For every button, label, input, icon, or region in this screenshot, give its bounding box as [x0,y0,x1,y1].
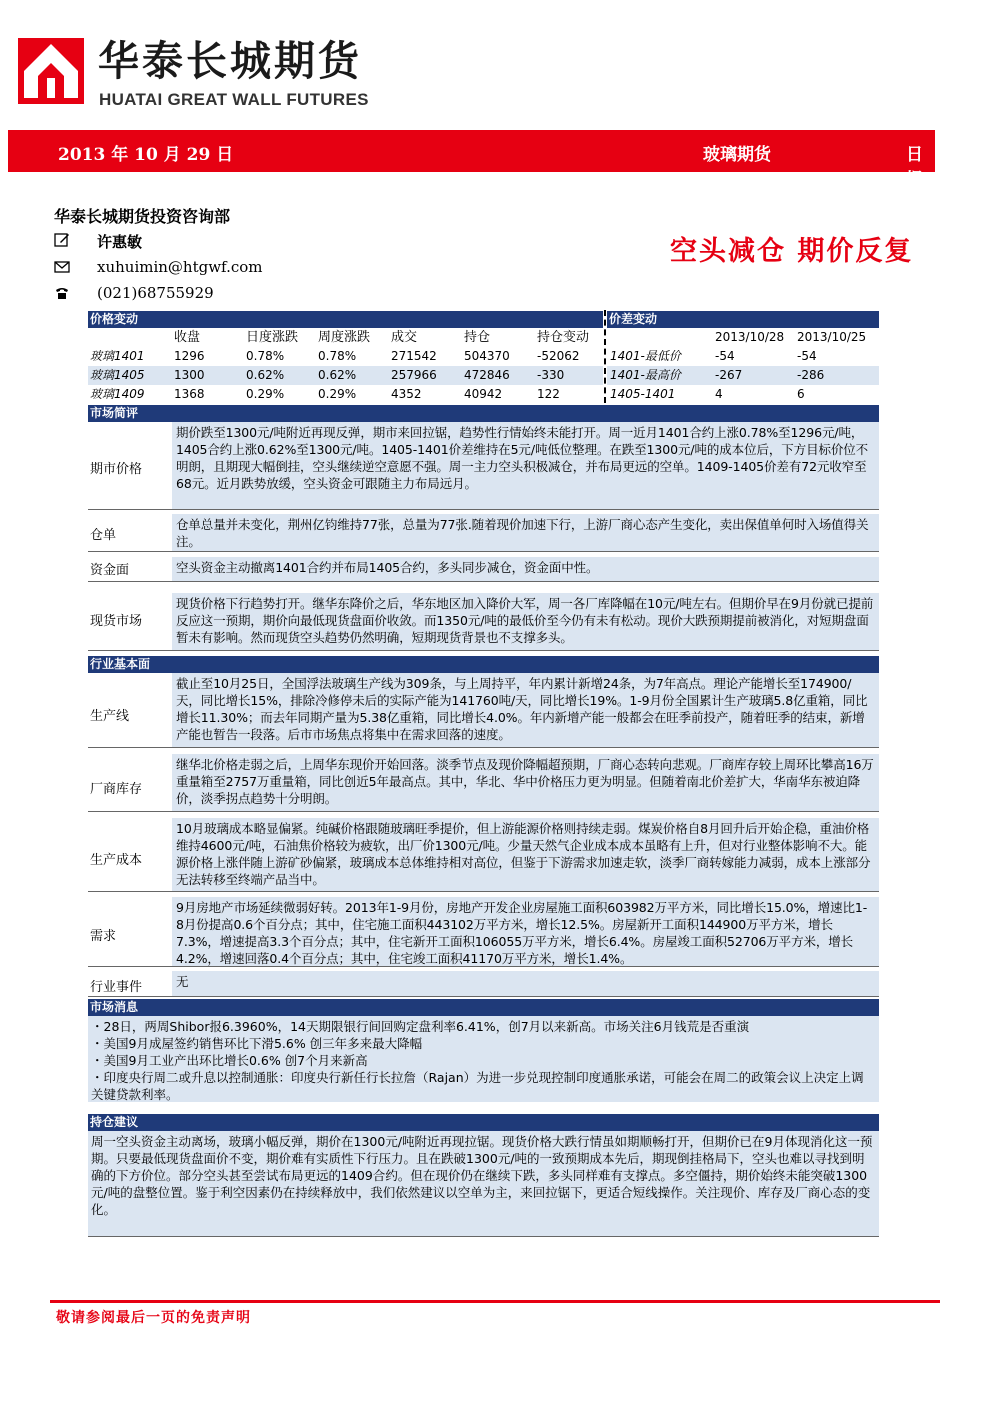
category-label: 厂商库存 [90,782,143,797]
block-industry-events [88,971,879,997]
section-news: 市场消息 [88,999,879,1016]
col-header: 持仓 [464,330,491,345]
table-row [607,366,879,385]
mail-icon [54,259,70,275]
report-type: 日报 [906,145,923,190]
cell: 271542 [391,349,437,363]
phone-icon [54,285,70,301]
row-label: 1401-最低价 [610,349,681,363]
cell: -54 [797,349,817,363]
col-header: 日度涨跌 [246,330,299,345]
report-banner [8,130,935,190]
analyst-name: 许惠敏 [97,233,143,251]
department: 华泰长城期货投资咨询部 [54,207,231,226]
category-label: 生产线 [90,709,130,724]
section-spread-change: 价差变动 [607,311,879,328]
table-row [88,366,603,385]
block-inventory [88,754,879,812]
col-header: 2013/10/28 [715,330,785,344]
cell: -267 [715,368,743,382]
block-text: 10月玻璃成本略显偏紧。纯碱价格跟随玻璃旺季提价，但上游能源价格则持续走弱。煤炭价格自8月回升后开始企稳，重油价格维持4600元/吨，石油焦价格较为疲软，出厂价1300元/吨。少量天然气企业成本成本虽略有上升，但对行业整体影响不大。能源价格上涨伴随上游矿砂偏紧，玻璃成本总体维持相对高位，但鉴于下游需求加速走软，淡季厂商转嫁能力减弱，成本上涨部分无法转移至终端产品当中。 [172,818,879,891]
table-divider [604,310,606,403]
company-logo-icon [18,38,84,104]
block-text: 9月房地产市场延续微弱好转。2013年1-9月份，房地产开发企业房屋施工面积603982万平方米，同比增长15.0%，增速比1-8月份提高0.6个百分点；其中，住宅施工面积443102万平方米，增长12.5%。房屋新开工面积144900万平方米，增长7.3%，增速提高3.3个百分点；其中，住宅新开工面积106055万平方米，增长6.4%。房屋竣工面积52706万平方米，增长4.2%，增速回落0.4个百分点；其中，住宅竣工面积41170万平方米，增长1.4%。 [172,897,879,966]
cell: 0.29% [318,387,357,401]
block-funds [88,557,879,582]
cell: 0.78% [318,349,357,363]
disclaimer-note[interactable]: 敬请参阅最后一页的免责声明 [56,1310,251,1326]
list-item: ・印度央行周二或升息以控制通胀：印度央行新任行长拉詹（Rajan）为进一步兑现控制印度通胀承诺，可能会在周二的政策会议上决定上调关键贷款利率。 [91,1070,864,1102]
cell: 40942 [464,387,503,401]
table-row [88,385,603,404]
block-production-cost [88,818,879,892]
col-header: 2013/10/25 [797,330,867,344]
row-label: 1401-最高价 [610,368,681,382]
section-advice: 持仓建议 [88,1114,879,1131]
section-price-change: 价格变动 [88,311,603,328]
report-date: 2013 年 10 月 29 日 [58,145,234,165]
category-label: 现货市场 [90,614,143,629]
block-text: 无 [172,971,879,996]
category-label: 生产成本 [90,853,143,868]
table-row [607,385,879,404]
footer-divider [50,1300,940,1303]
col-header: 收盘 [174,330,201,345]
cell: 0.62% [246,368,285,382]
brand-name-en: HUATAI GREAT WALL FUTURES [99,90,369,109]
list-item: ・美国9月成屋签约销售环比下滑5.6% 创三年多来最大降幅 [91,1036,423,1051]
analyst-phone: (021)68755929 [97,284,214,302]
spread-table [607,328,879,404]
spread-table-header [607,328,879,347]
col-header: 持仓变动 [537,330,590,345]
block-text: 期价跌至1300元/吨附近再现反弹，期市来回拉锯，趋势性行情始终未能打开。周一近月1401合约上涨0.78%至1296元/吨，1405合约上涨0.62%至1300元/吨。1405-1401价差维持在5元/吨低位整理。在跌至1300元/吨的成本位后，下方目标价位不明朗，且期现大幅倒挂，空头继续逆空意愿不强。周一主力空头积极减仓，并布局更远的空单。1409-1405价差有72元收窄至68元。近月跌势放缓，空头资金可跟随主力布局远月。 [172,422,879,509]
row-label: 玻璃1405 [90,368,145,382]
cell: -330 [537,368,565,382]
category-label: 需求 [90,929,117,944]
cell: 1296 [174,349,205,363]
category-label: 期市价格 [90,462,143,477]
row-label: 玻璃1409 [90,387,145,401]
cell: 1300 [174,368,205,382]
section-market: 市场简评 [88,405,879,422]
block-futures-price [88,422,879,510]
cell: 0.29% [246,387,285,401]
cell: 504370 [464,349,510,363]
list-item: ・28日，两周Shibor报6.3960%，14天期限银行间回购定盘利率6.41%，创7月以来新高。市场关注6月钱荒是否重演 [91,1019,750,1034]
cell: 472846 [464,368,510,382]
cell: -286 [797,368,825,382]
table-row [88,347,603,366]
col-header: 成交 [391,330,418,345]
report-product: 玻璃期货 [703,145,771,165]
edit-icon [54,232,70,248]
block-spot-market [88,593,879,651]
brand-name-cn: 华泰长城期货 [98,37,362,85]
analyst-email[interactable]: xuhuimin@htgwf.com [97,258,263,276]
price-table-header [88,328,603,347]
block-production-lines [88,673,879,748]
cell: 0.62% [318,368,357,382]
row-label: 玻璃1401 [90,349,145,363]
category-label: 资金面 [90,563,130,578]
col-header: 周度涨跌 [318,330,371,345]
news-list [88,1016,879,1102]
category-label: 行业事件 [90,980,143,995]
cell: -54 [715,349,735,363]
price-table [88,328,603,404]
block-demand [88,897,879,967]
cell: 4 [715,387,723,401]
block-text: 空头资金主动撤离1401合约并布局1405合约，多头同步减仓，资金面中性。 [172,557,879,581]
cell: 1368 [174,387,205,401]
cell: 0.78% [246,349,285,363]
headline: 空头减仓 期价反复 [670,236,914,267]
cell: 122 [537,387,560,401]
category-label: 仓单 [90,528,117,543]
block-text: 仓单总量并未变化，荆州亿钧维持77张，总量为77张.随着现价加速下行，上游厂商心态产生变化，卖出保值单何时入场值得关注。 [172,514,879,551]
cell: 257966 [391,368,437,382]
section-fundamentals: 行业基本面 [88,656,879,673]
advice-text: 周一空头资金主动离场，玻璃小幅反弹，期价在1300元/吨附近再现拉锯。现货价格大跌行情虽如期顺畅打开，但期价已在9月体现消化这一预期。只要最低现货盘面价不变，期价难有实质性下行压力。且在跌破1300元/吨的一致预期成本先后，期现倒挂格局下，空头也难以寻找到明确的下方价位。部分空头甚至尝试布局更远的1409合约。但在现价仍在继续下跌，多头同样难有支撑点。多空僵持，期价始终未能突破1300元/吨的盘整位置。鉴于利空因素仍在持续释放中，我们依然建议以空单为主，来回拉锯下，更适合短线操作。关注现价、库存及厂商心态的变化。 [88,1131,879,1237]
block-text: 继华北价格走弱之后，上周华东现价开始回落。淡季节点及现价降幅超预期，厂商心态转向悲观。厂商库存较上周环比攀高16万重量箱至2757万重量箱，同比创近5年最高点。其中，华北、华中价格压力更为明显。但随着南北价差扩大，华南华东被迫降价，淡季拐点趋势十分明朗。 [172,754,879,811]
row-label: 1405-1401 [610,387,676,401]
cell: -52062 [537,349,580,363]
table-row [607,347,879,366]
block-warehouse-receipt [88,514,879,552]
block-text: 截止至10月25日，全国浮法玻璃生产线为309条，与上周持平，年内累计新增24条，为7年高点。理论产能增长至174900/天，同比增长15%，排除冷修停未后的实际产能为141760吨/天，同比增长19%。1-9月份全国累计生产玻璃5.8亿重箱，同比增长11.30%；而去年同期产量为5.38亿重箱，同比增长4.0%。年内新增产能一般都会在旺季前投产，随着旺季的结束，新增产能也暂告一段落。后市市场焦点将集中在需求回落的速度。 [172,673,879,747]
block-text: 现货价格下行趋势打开。继华东降价之后，华东地区加入降价大军，周一各厂库降幅在10元/吨左右。但期价早在9月份就已提前反应这一预期，期价向最低现货盘面价收敛。而1350元/吨的最低价至今仍有未有松动。现价大跌预期提前被消化，对短期盘面暂未有影响。然而现货空头趋势仍然明确，短期现货背景也不支撑多头。 [172,593,879,650]
cell: 4352 [391,387,422,401]
list-item: ・美国9月工业产出环比增长0.6% 创7个月来新高 [91,1053,368,1068]
cell: 6 [797,387,805,401]
